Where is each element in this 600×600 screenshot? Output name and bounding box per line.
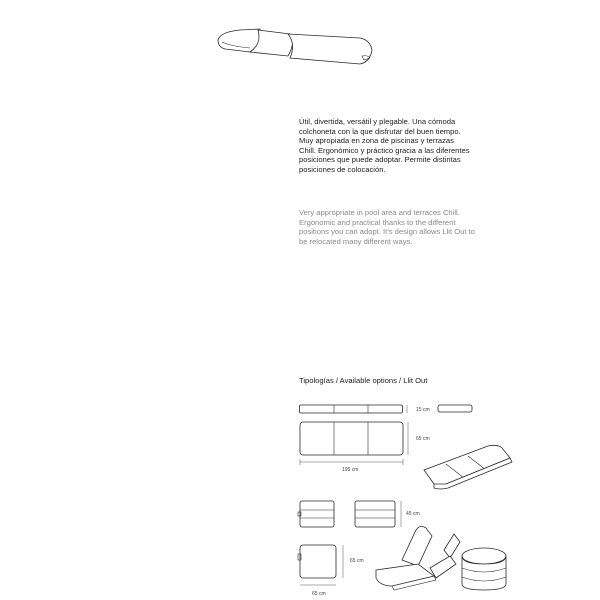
mattress-lounge-position <box>372 520 467 595</box>
mattress-cube-view <box>299 544 359 599</box>
description-spanish: Útil, divertida, versátil y plegable. Una cómoda colchoneta con la que disfrutar del buen tiempo. Muy apropiada en zona de piscinas y terrazas Chill. Ergonómico y práctico gracia a las diferentes posiciones que puede adoptar. Permite distintas posiciones de colocación. <box>299 117 470 174</box>
dim-stack-height: 45 cm <box>406 511 420 517</box>
mattress-stack-front <box>299 500 339 530</box>
dim-width-flat: 65 cm <box>416 436 430 442</box>
dim-length: 195 cm <box>342 467 359 473</box>
description-english: Very appropriate in pool area and terraces Chill. Ergonomic and practical thanks to the different positions you can adopt. It’s design allows Llit Out to be relocated many different ways. <box>299 208 475 246</box>
options-title: Tipologías / Available options / Llit Out <box>299 376 428 385</box>
dim-thickness: 15 cm <box>416 407 430 413</box>
dim-cube-height: 65 cm <box>350 558 364 564</box>
hero-mattress-illustration <box>210 22 400 82</box>
mattress-pouf-position <box>460 546 515 594</box>
mattress-perspective-flat <box>420 440 520 492</box>
dim-cube-width: 65 cm <box>312 591 326 597</box>
mattress-top-view <box>299 421 429 477</box>
